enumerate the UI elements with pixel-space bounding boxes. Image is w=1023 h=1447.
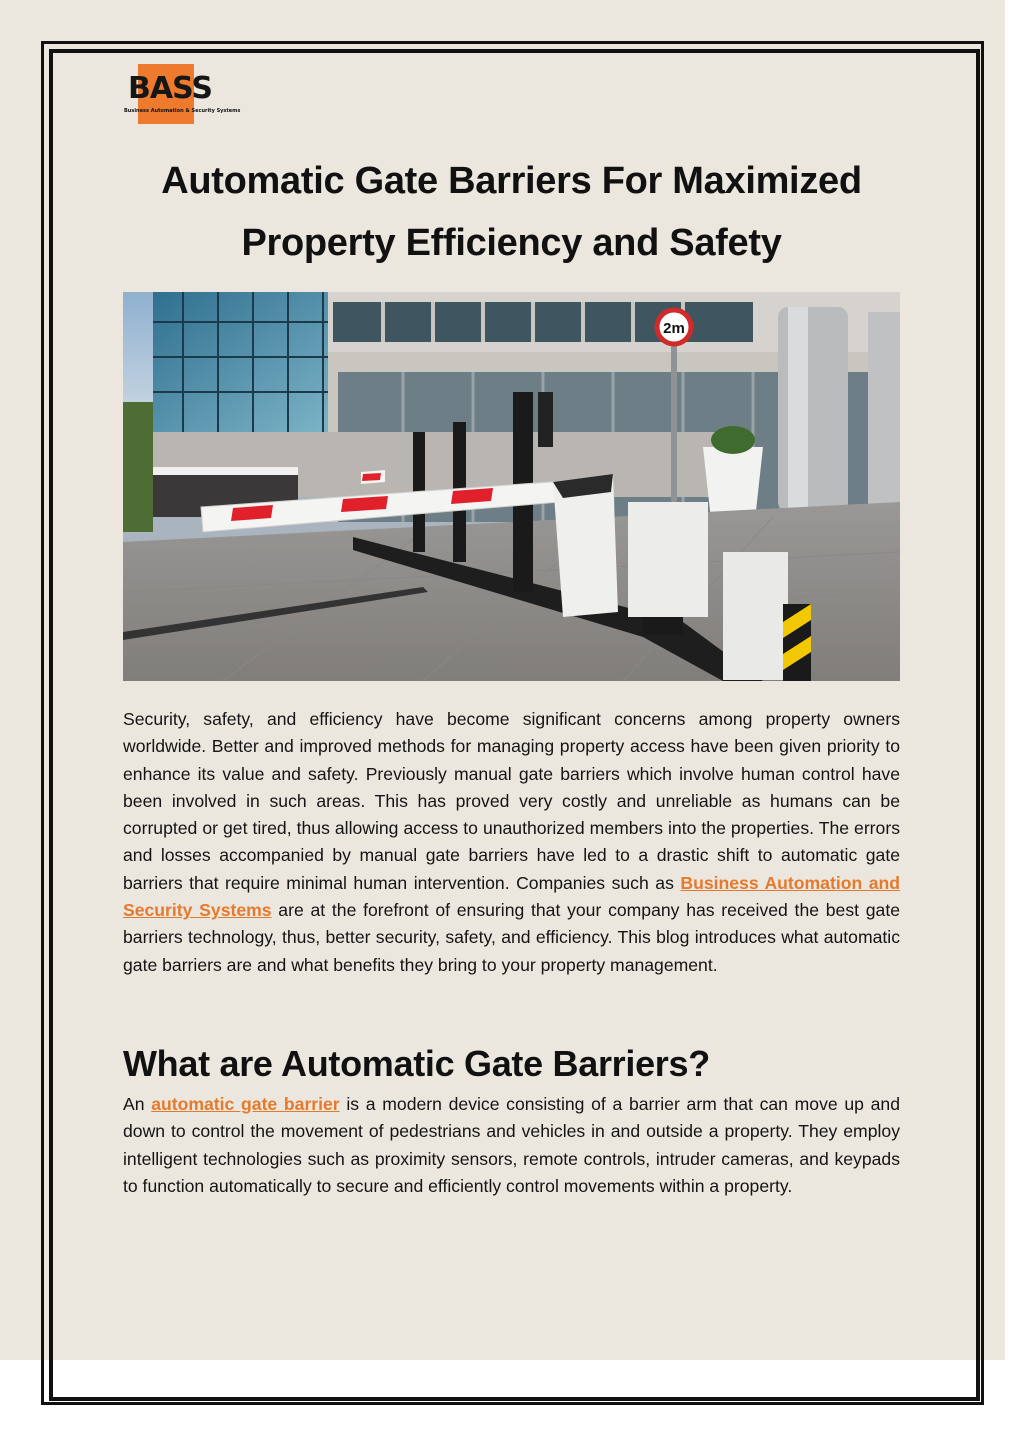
intro-text-end: are at the forefront of ensuring that your company has received the best gate barriers technology, thus, better security, safety, and efficiency. This blog introduces what automatic gate barriers are and what benefits they bring to your property management. [123,900,900,975]
section-text-end: is a modern device consisting of a barrier arm that can move up and down to control the movement of pedestrians and vehicles in and outside a property. They employ intelligent technologies such as proximity sensors, remote controls, intruder cameras, and keypads to function automatically to secure and efficiently control movements within a property. [123,1094,900,1196]
section-heading: What are Automatic Gate Barriers? [123,1043,710,1084]
intro-paragraph [123,706,900,979]
height-limit-sign: 2m [663,320,685,337]
logo-wordmark: BASS [128,71,212,106]
page-title: Automatic Gate Barriers For Maximized Property Efficiency and Safety [161,160,862,264]
intro-text-start: Security, safety, and efficiency have become significant concerns among property owners worldwide. Better and improved methods for managing property access have been given priority to enhance its value and safety. Previously manual gate barriers which involve human control have been involved in such areas. This has proved very costly and unreliable as humans can be corrupted or get tired, thus allowing access to unauthorized members into the properties. The errors and losses accompanied by manual gate barriers have led to a drastic shift to automatic gate barriers that require minimal human intervention. Companies such as [123,709,900,893]
section-paragraph [123,1091,900,1200]
bass-company-link[interactable]: Business Automation and Security Systems [123,872,901,921]
logo-tagline: Business Automation & Security Systems [124,108,241,114]
gate-barrier-photo [123,292,900,681]
section-text-start: An [123,1094,152,1114]
bass-logo [124,64,241,124]
automatic-gate-barrier-link[interactable]: automatic gate barrier [151,1094,340,1114]
